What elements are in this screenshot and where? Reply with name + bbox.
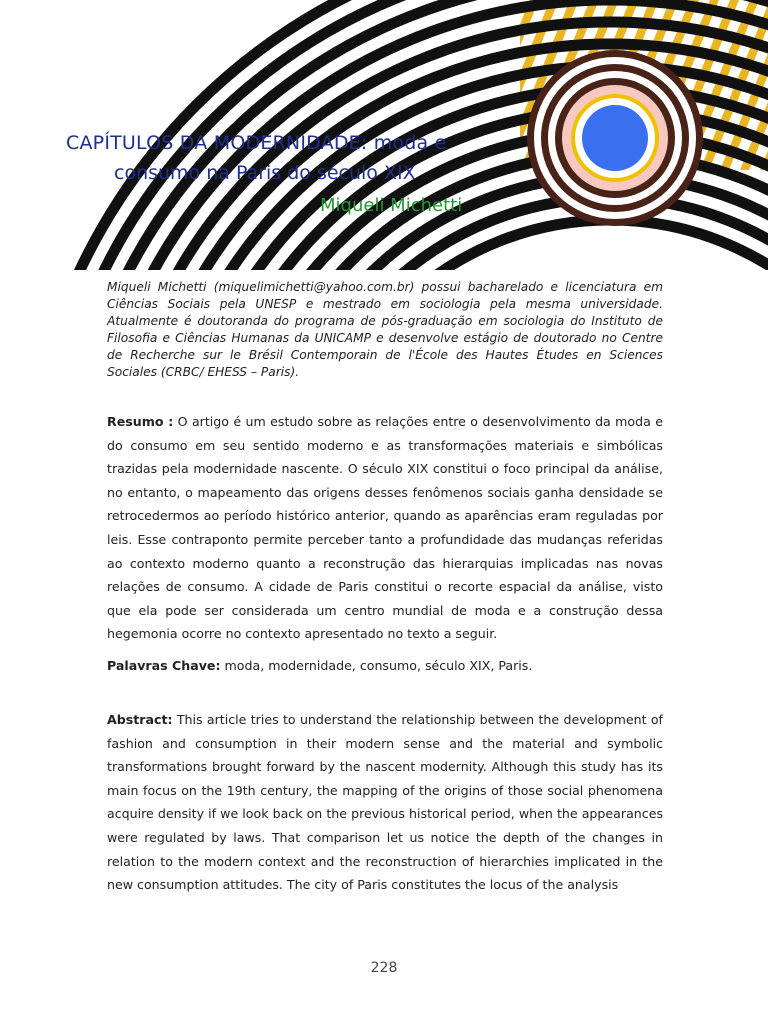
author-bio: Miqueli Michetti (miquelimichetti@yahoo.com.br) possui bacharelado e licenciatura em Ciências Sociais pela UNESP e mestrado em sociologia pela mesma universidade. Atualmente é doutoranda do programa de pós-graduação em sociologia do Instituto de Filosofia e Ciências Humanas da UNICAMP e desenvolve estágio de doutorado no Centre de Recherche sur le Brésil Contemporain de l'École des Hautes Études en Sciences Sociales (CRBC/ EHESS – Paris). (107, 280, 663, 379)
abstract-text: This article tries to understand the relationship between the development of fashion and consumption in their modern sense and the material and symbolic transformations brought forward by the nascent modernity. Although this study has its main focus on the 19th century, the mapping of the origins of those social phenomena acquire density if we look back on the previous historical period, when the appearances were regulated by laws. That comparison let us notice the depth of the changes in relation to the modern context and the reconstruction of hierarchies implicated in the new consumption attitudes. The city of Paris constitutes the locus of the analysis (107, 712, 663, 893)
page-number: 228 (370, 960, 398, 976)
title-main: CAPÍTULOS DA MODERNIDADE (66, 132, 361, 154)
target-circle (527, 50, 703, 226)
keywords-label: Palavras Chave: (107, 658, 221, 673)
resumo-text: O artigo é um estudo sobre as relações entre o desenvolvimento da moda e do consumo em seu sentido moderno e as transformações materiais e simbólicas trazidas pela modernidade nascente. O século XIX constitui o foco principal da análise, no entanto, o mapeamento das origens desses fenômenos sociais ganha densidade se retrocedermos ao período histórico anterior, quando as aparências eram reguladas por leis. Esse contraponto permite perceber tanto a profundidade das mudanças referidas ao contexto moderno quanto a reconstrução das hierarquias implicadas nas novas relações de consumo. A cidade de Paris constitui o recorte espacial da análise, visto que ela pode ser considerada um centro mundial de moda e a construção dessa hegemonia ocorre no contexto apresentado no texto a seguir. (107, 414, 663, 642)
author-name: Miqueli Michetti (320, 195, 463, 216)
title-rest: : moda e (360, 132, 447, 154)
article-title-line2: consumo na Paris do século XIX (114, 162, 416, 184)
abstract-paragraph (107, 708, 663, 897)
abstract-label: Abstract: (107, 712, 173, 727)
resumo-label: Resumo : (107, 414, 174, 429)
resumo-paragraph (107, 410, 663, 646)
keywords-paragraph (107, 654, 663, 678)
article-title-line1 (66, 132, 446, 154)
keywords-text: moda, modernidade, consumo, século XIX, Paris. (224, 658, 533, 673)
